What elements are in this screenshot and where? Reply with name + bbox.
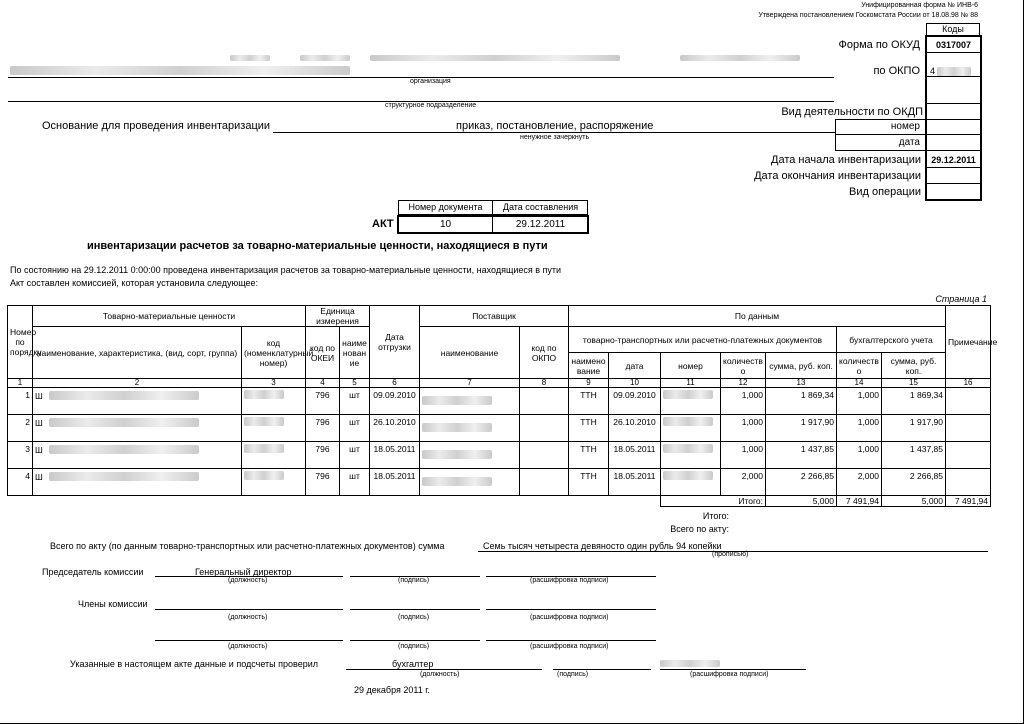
position-hint: (должность) [228,577,268,584]
total-row [8,496,991,507]
subdivision-label: структурное подразделение [385,102,477,109]
okpo-label: по ОКПО [873,65,920,77]
supplier-okpo [520,415,569,442]
okei: 796 [306,388,340,415]
total-label: Итого: [702,511,729,521]
item-name: Ш [33,415,242,442]
doc-num: 10 [439,219,452,230]
row-num: 4 [8,469,33,496]
basis-hint: ненужное зачеркнуть [520,134,590,141]
h-name: наименование, характеристика, (вид, сорт, группа) [33,327,242,379]
h-unit: Единица измерения [306,306,370,327]
act-title: инвентаризации расчетов за товарно-материальные ценности, находящиеся в пути [87,240,548,252]
h-num: Номер по порядку [8,306,33,379]
doc-number [661,388,721,415]
table-row [8,388,991,415]
position-hint: (должность) [228,614,268,621]
h-okei: код по ОКЕИ [306,327,340,379]
h-note: Примечание [946,306,991,379]
doc-name: ТТН [569,388,609,415]
end-label: Дата окончания инвентаризации [754,170,921,182]
h-unit-name: наименование [340,327,370,379]
sum-label: Всего по акту (по данным товарно-транспортных или расчетно-платежных документов) сумма [50,541,445,551]
doc-date: 09.09.2010 [609,388,661,415]
decode-hint: (расшифровка подписи) [690,671,769,678]
qty: 2,000 [721,469,766,496]
basis-label: Основание для проведения инвентаризации [42,120,271,132]
op-label: Вид операции [849,186,921,198]
akt-label: АКТ [372,218,394,230]
supplier [420,388,520,415]
supplier-okpo [520,388,569,415]
grand-label: Всего по акту: [670,524,729,534]
supplier-okpo [520,469,569,496]
doc-date: 18.05.2011 [609,469,661,496]
table-row [8,442,991,469]
col-num: 10 [609,379,661,388]
col-num: 14 [837,379,882,388]
doc-number [661,442,721,469]
row-num: 3 [8,442,33,469]
total-qty: 5,000 [766,496,837,507]
supplier [420,469,520,496]
number-label: номер [890,121,920,132]
unit: шт [340,388,370,415]
col-num: 12 [721,379,766,388]
note [946,469,991,496]
checked-label: Указанные в настоящем акте данные и подсчеты проверил [70,659,318,669]
unit: шт [340,469,370,496]
supplier-okpo [520,442,569,469]
start-value: 29.12.2011 [931,155,976,165]
supplier [420,415,520,442]
doc-name: ТТН [569,442,609,469]
sum: 1 437,85 [766,442,837,469]
commission-line: Акт составлен комиссией, которая установила следующее: [10,278,259,288]
chair-position: Генеральный директор [195,567,292,577]
doc-number [661,469,721,496]
doc-date: 29.12.2011 [515,219,566,230]
h-acc-qty: количество [837,353,882,379]
doc-date: 18.05.2011 [609,442,661,469]
okpo-value: 4 [930,66,936,76]
ship-date: 26.10.2010 [370,415,420,442]
h-qty: количество [721,353,766,379]
h-okpo: код по ОКПО [520,327,569,379]
sum: 1 869,34 [766,388,837,415]
note [946,388,991,415]
sum: 1 917,90 [766,415,837,442]
h-doc-num: номер [661,353,721,379]
sum: 2 266,85 [766,469,837,496]
row-num: 1 [8,388,33,415]
row-num: 2 [8,415,33,442]
okud-label: Форма по ОКУД [838,39,920,51]
acc-qty: 1,000 [837,442,882,469]
doc-name: ТТН [569,469,609,496]
codes-box [925,35,982,201]
okei: 796 [306,415,340,442]
item-code [242,442,306,469]
h-date: Дата отгрузки [370,306,420,379]
acc-qty: 1,000 [837,388,882,415]
basis-value: приказ, постановление, распоряжение [456,120,654,132]
acc-qty: 1,000 [837,415,882,442]
h-by-data: По данным [569,306,946,327]
checked-position: бухгалтер [392,659,434,669]
h-ttn: товарно-транспортных или расчетно-платежных документов [569,327,837,353]
col-num: 1 [8,379,33,388]
item-code [242,469,306,496]
h-doc-date: дата [609,353,661,379]
date-line: 29 декабря 2011 г. [354,685,430,695]
doc-name: ТТН [569,415,609,442]
position-hint: (должность) [228,643,268,650]
sign-hint: (подпись) [398,614,430,621]
col-num: 8 [520,379,569,388]
qty: 1,000 [721,442,766,469]
h-supplier: Поставщик [420,306,569,327]
total-sum: 7 491,94 [837,496,882,507]
unit: шт [340,442,370,469]
okdp-label: Вид деятельности по ОКДП [781,106,923,118]
qty: 1,000 [721,388,766,415]
col-num: 13 [766,379,837,388]
table-row [8,469,991,496]
members-label: Члены комиссии [78,599,148,609]
sign-hint: (подпись) [557,671,589,678]
sign-hint: (подпись) [398,577,430,584]
decode-hint: (расшифровка подписи) [530,577,609,584]
unit: шт [340,415,370,442]
codes-label: Коды [942,24,964,34]
item-code [242,388,306,415]
total-acc-sum: 7 491,94 [946,496,991,507]
okei: 796 [306,442,340,469]
h-tmc: Товарно-материальные ценности [33,306,306,327]
date-label: дата [898,137,920,148]
total-label: Итого: [661,496,766,507]
acc-sum: 1 917,90 [882,415,946,442]
words-hint: (прописью) [712,551,749,558]
acc-qty: 2,000 [837,469,882,496]
col-num: 7 [420,379,520,388]
acc-sum: 2 266,85 [882,469,946,496]
state-line: По состоянию на 29.12.2011 0:00:00 проведена инвентаризация расчетов за товарно-материальные ценности, находящиеся в пути [10,265,562,275]
form-name: Унифицированная форма № ИНВ-6 [861,2,978,9]
doc-num-label: Номер документа [408,202,483,212]
inventory-table [7,305,998,507]
doc-date-label: Дата составления [502,202,579,212]
decode-hint: (расшифровка подписи) [530,643,609,650]
position-hint: (должность) [420,671,460,678]
sum-words: Семь тысяч четыреста девяносто один рубль 94 копейки [483,541,722,551]
okud-value: 0317007 [935,40,972,50]
acc-sum: 1 437,85 [882,442,946,469]
decode-hint: (расшифровка подписи) [530,614,609,621]
col-num: 3 [242,379,306,388]
col-num: 4 [306,379,340,388]
h-sup-name: наименование [420,327,520,379]
chair-label: Председатель комиссии [42,567,144,577]
ship-date: 18.05.2011 [370,442,420,469]
col-num: 11 [661,379,721,388]
acc-sum: 1 869,34 [882,388,946,415]
qty: 1,000 [721,415,766,442]
note [946,442,991,469]
sign-hint: (подпись) [398,643,430,650]
doc-date: 26.10.2010 [609,415,661,442]
h-acc: бухгалтерского учета [837,327,946,353]
h-code: код (номенклатурный номер) [242,327,306,379]
col-num: 6 [370,379,420,388]
col-num: 9 [569,379,609,388]
h-sum: сумма, руб. коп. [766,353,837,379]
ship-date: 09.09.2010 [370,388,420,415]
h-acc-sum: сумма, руб. коп. [882,353,946,379]
note [946,415,991,442]
col-num: 16 [946,379,991,388]
org-label: организация [410,78,451,85]
item-name: Ш [33,469,242,496]
h-doc-name: наименование [569,353,609,379]
page-label: Страница 1 [935,294,987,304]
table-row [8,415,991,442]
col-num: 2 [33,379,242,388]
col-num: 5 [340,379,370,388]
ship-date: 18.05.2011 [370,469,420,496]
item-name: Ш [33,442,242,469]
doc-number [661,415,721,442]
supplier [420,442,520,469]
approval-note: Утверждена постановлением Госкомстата России от 18.08.98 № 88 [758,12,978,19]
total-acc-qty: 5,000 [882,496,946,507]
okei: 796 [306,469,340,496]
item-code [242,415,306,442]
start-label: Дата начала инвентаризации [771,154,921,166]
col-num: 15 [882,379,946,388]
item-name: Ш [33,388,242,415]
